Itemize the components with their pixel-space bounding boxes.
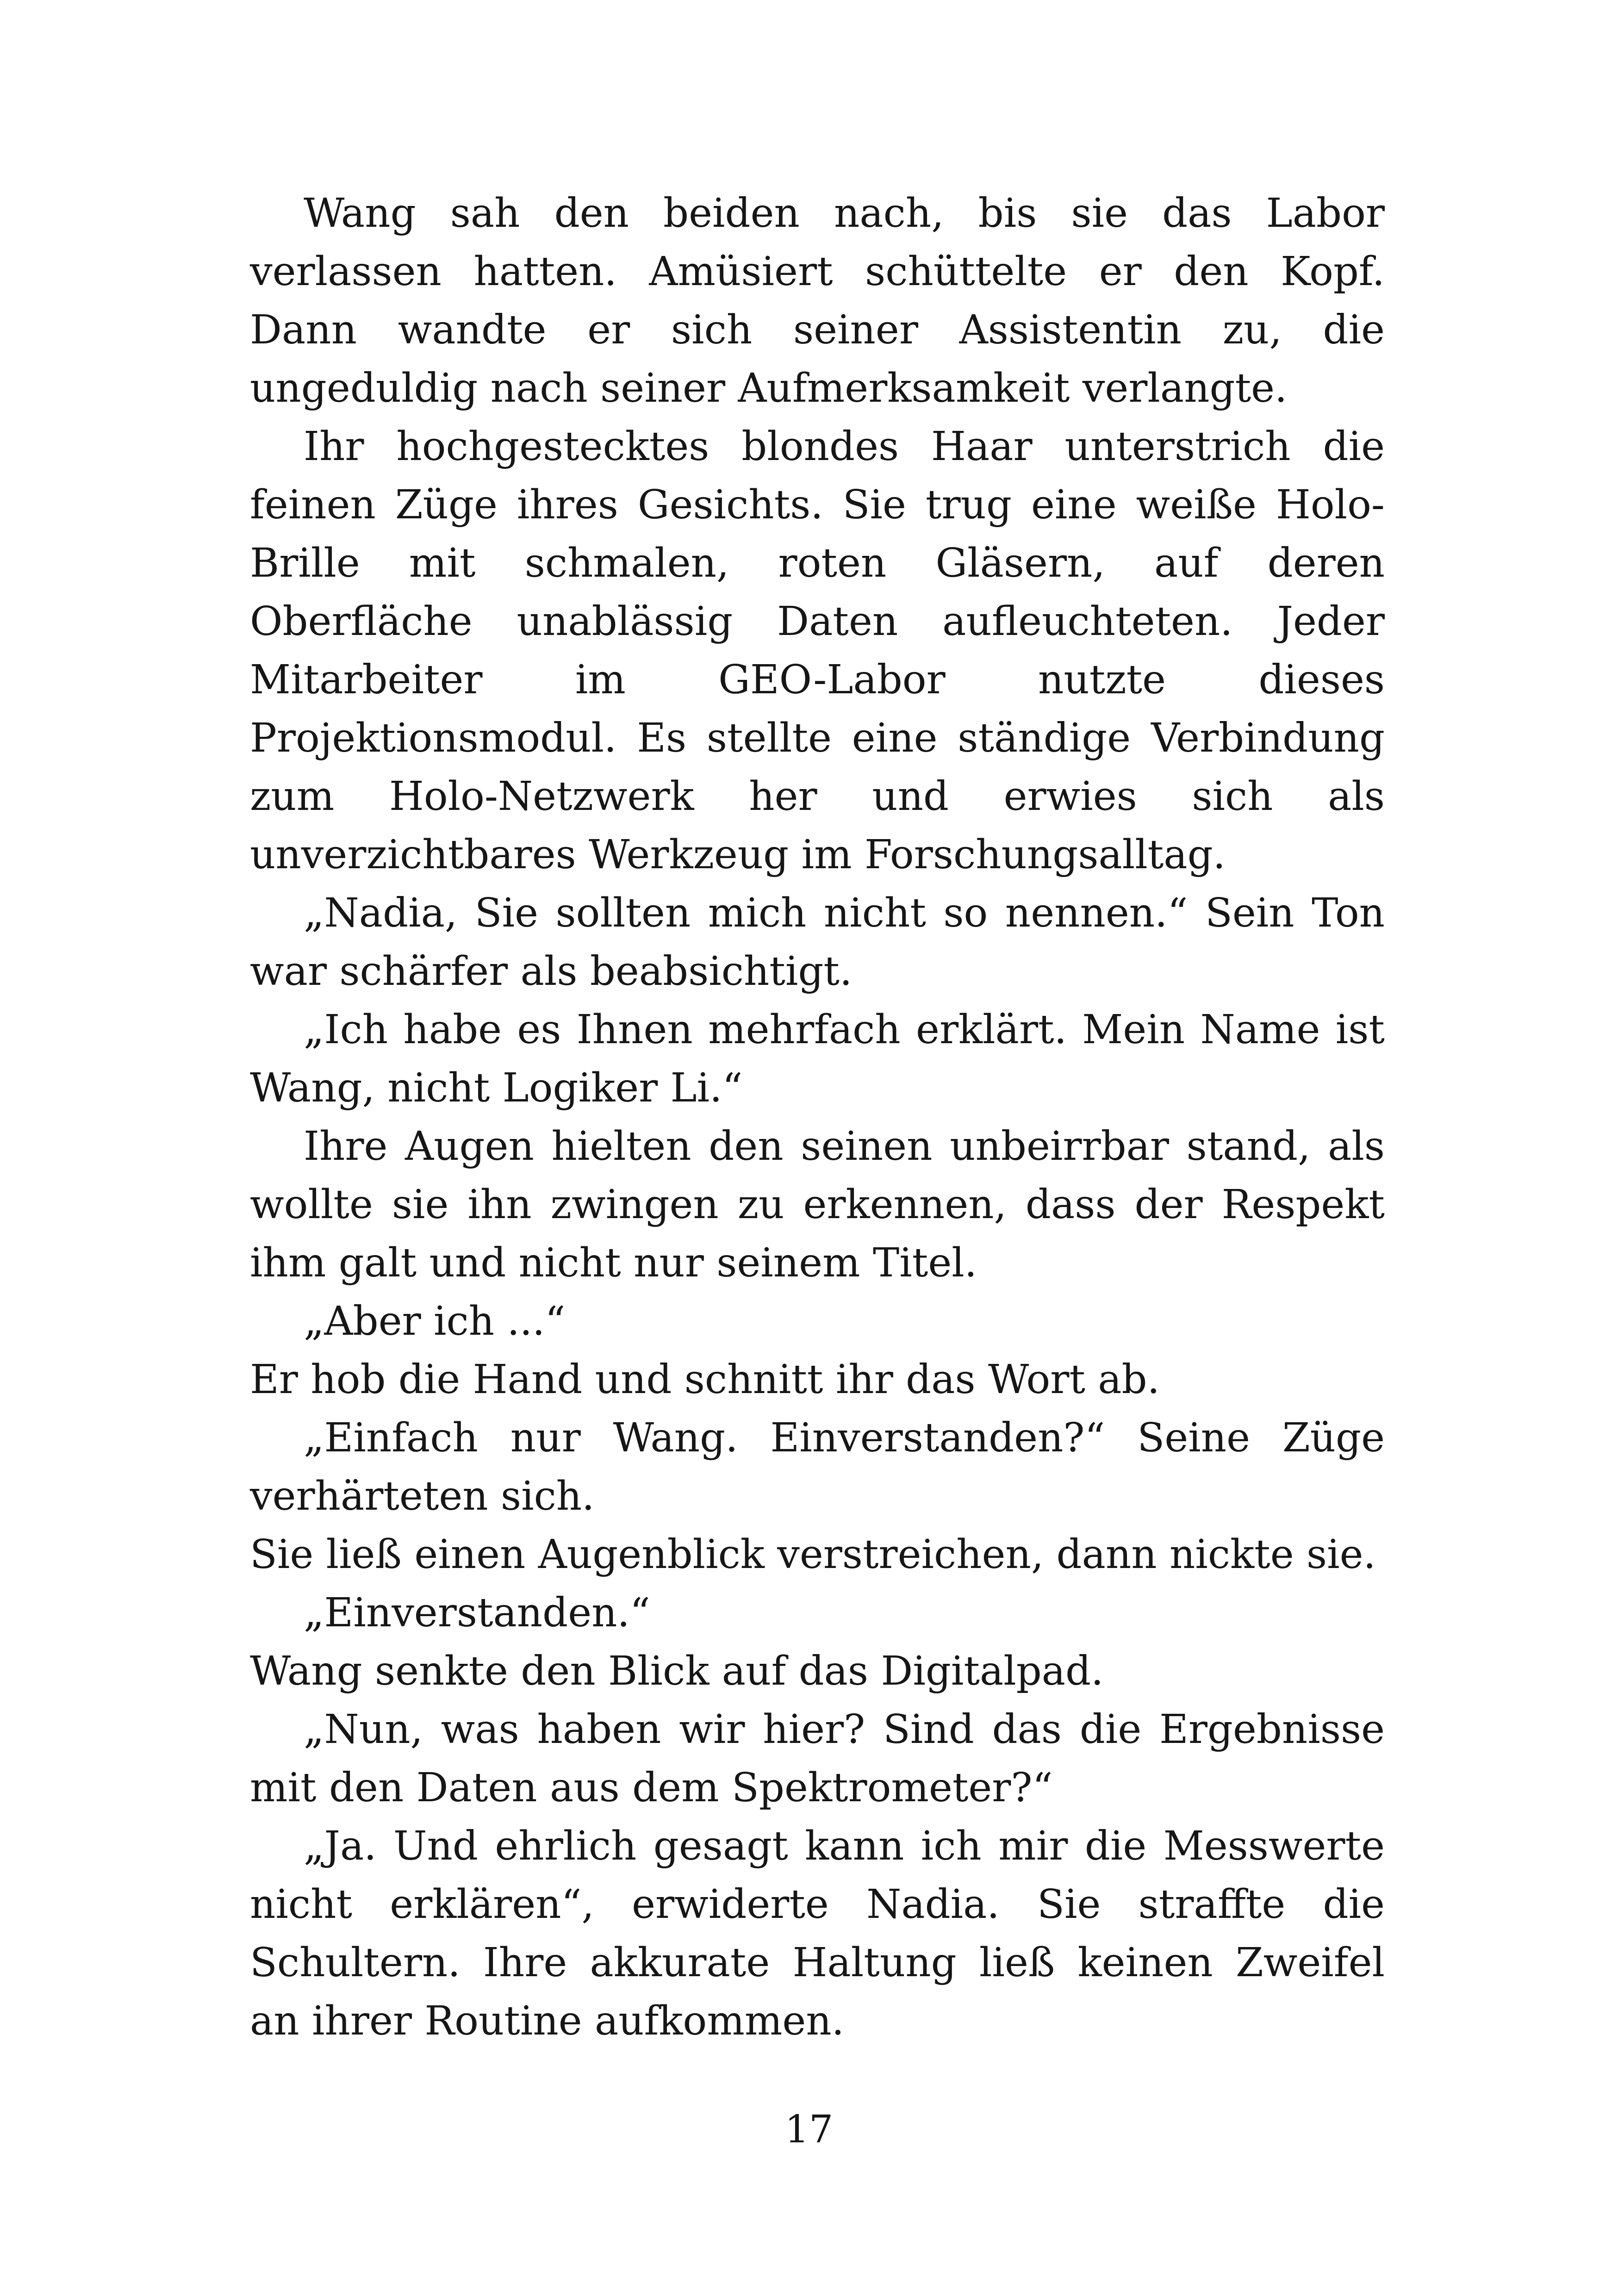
paragraph: Ihre Augen hielten den seinen unbeirrbar stand, als wollte sie ihn zwingen zu erkennen, dass der Respekt ihm galt und nicht nur seinem Titel. bbox=[250, 1123, 1385, 1286]
paragraph: „Nadia, Sie sollten mich nicht so nennen.“ Sein Ton war schärfer als beabsichtigt. bbox=[250, 890, 1385, 995]
paragraph: „Einverstanden.“ bbox=[304, 1590, 650, 1636]
paragraph: „Nun, was haben wir hier? Sind das die Ergebnisse mit den Daten aus dem Spektrometer?“ bbox=[250, 1706, 1385, 1811]
paragraph: Wang sah den beiden nach, bis sie das Labor verlassen hatten. Amüsiert schüttelte er den Kopf. Dann wandte er sich seiner Assistentin zu, die ungeduldig nach seiner Aufmerksamkeit verlangte. bbox=[250, 190, 1385, 411]
paragraph: „Einfach nur Wang. Einverstanden?“ Seine Züge verhärteten sich. bbox=[250, 1415, 1385, 1519]
body-text bbox=[250, 184, 1385, 2050]
paragraph: „Ja. Und ehrlich gesagt kann ich mir die Messwerte nicht erklären“, erwiderte Nadia. Sie straffte die Schultern. Ihre akkurate Haltung ließ keinen Zweifel an ihrer Routine aufkommen. bbox=[250, 1823, 1385, 2044]
paragraph: Ihr hochgestecktes blondes Haar unterstrich die feinen Züge ihres Gesichts. Sie trug eine weiße Holo-Brille mit schmalen, roten Gläsern, auf deren Oberfläche unablässig Daten aufleuchteten. Jeder Mitarbeiter im GEO-Labor nutzte dieses Projektionsmodul. Es stellte eine ständige Verbindung zum Holo-Netzwerk her und erwies sich als unverzichtbares Werkzeug im Forschungsalltag. bbox=[250, 423, 1385, 878]
paragraph: Wang senkte den Blick auf das Digitalpad. bbox=[250, 1648, 1104, 1694]
paragraph: „Aber ich ...“ bbox=[304, 1298, 566, 1344]
page-number: 17 bbox=[784, 2108, 834, 2152]
paragraph: Sie ließ einen Augenblick verstreichen, dann nickte sie. bbox=[250, 1531, 1376, 1578]
paragraph: Er hob die Hand und schnitt ihr das Wort ab. bbox=[250, 1356, 1160, 1403]
paragraph: „Ich habe es Ihnen mehrfach erklärt. Mein Name ist Wang, nicht Logiker Li.“ bbox=[250, 1007, 1385, 1111]
